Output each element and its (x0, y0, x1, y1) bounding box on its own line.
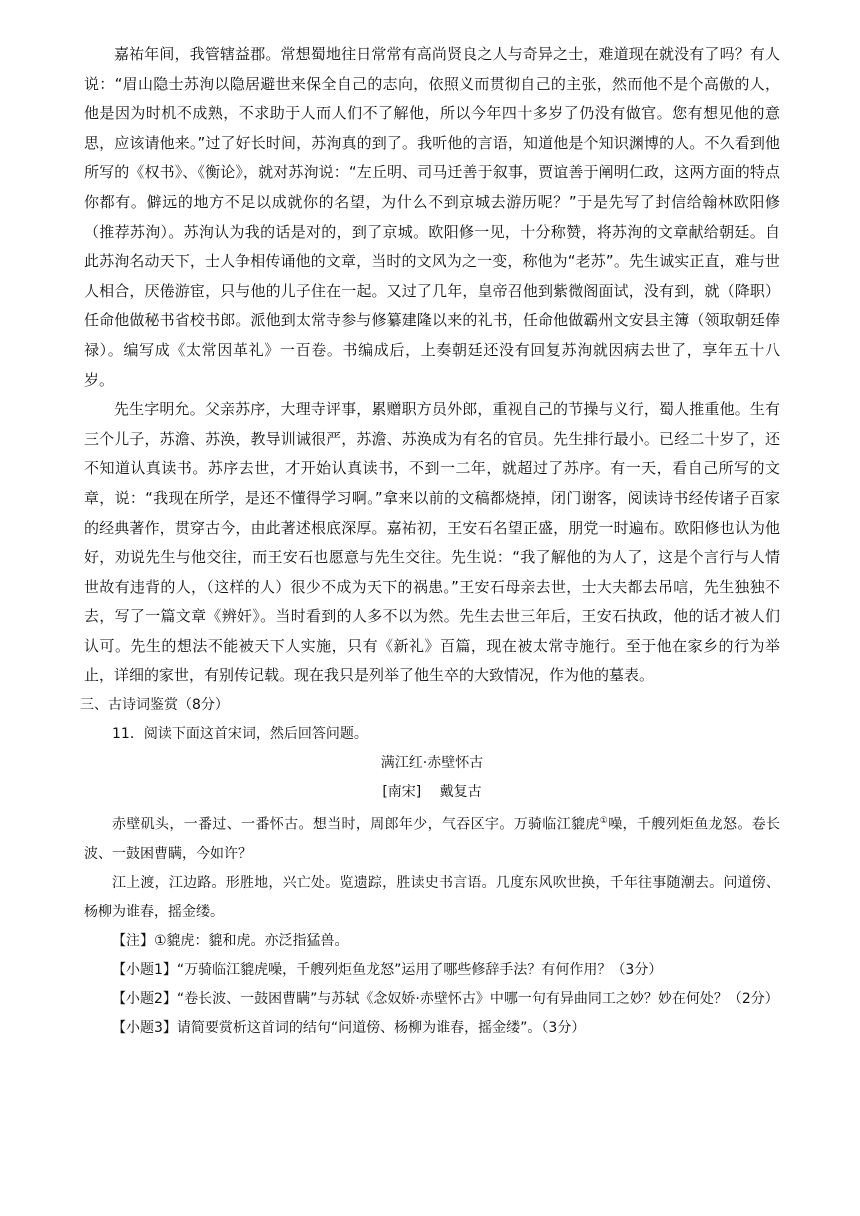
question-11: 11．阅读下面这首宋词，然后回答问题。 (112, 726, 368, 743)
translation-paragraph-2: 先生字明允。父亲苏序，大理寺评事，累赠职方员外郎，重视自己的节操与义行，蜀人推重他。生有三个儿子，苏澹、苏涣，教导训诫很严，苏澹、苏涣成为有名的官员。先生排行最小。已经二十岁了，还不知道认真读书。苏序去世，才开始认真读书，不到一二年，就超过了苏序。有一天，看自己所写的文章，说：“我现在所学，是还不懂得学习啊。”拿来以前的文稿都烧掉，闭门谢客，阅读诗书经传诸子百家的经典著作，贯穿古今，由此著述根底深厚。嘉祐初，王安石名望正盛，朋党一时遍布。欧阳修也认为他好，劝说先生与他交往，而王安石也愿意与先生交往。先生说：“我了解他的为人了，这是个言行与人情世故有违背的人，（这样的人）很少不成为天下的祸患。”王安石母亲去世，士大夫都去吊唁，先生独独不去，写了一篇文章《辨奸》。当时看到的人多不以为然。先生去世三年后，王安石执政，他的话才被人们认可。先生的想法不能被天下人实施，只有《新礼》百篇，现在被太常寺施行。至于他在家乡的行为举止，详细的家世，有别传记载。现在我只是列举了他生卒的大致情况，作为他的墓表。 (84, 400, 780, 685)
document-page (80, 40, 781, 1043)
footnote: 【注】①貔虎：貔和虎。亦泛指猛兽。 (112, 932, 349, 949)
footnote-marker: ① (599, 816, 609, 827)
section-heading: 三、古诗词鉴赏（8分） (80, 697, 229, 714)
poem-author: [南宋] 戴复古 (382, 784, 482, 801)
translation-paragraph-1: 嘉祐年间，我管辖益郡。常想蜀地往日常常有高尚贤良之人与奇异之士，难道现在就没有了吗？有人说：“眉山隐士苏洵以隐居避世来保全自己的志向，依照义而贯彻自己的主张，然而他不是个高傲的人，他是因为时机不成熟，不求助于人而人们不了解他，所以今年四十多岁了仍没有做官。您有想见他的意思，应该请他来。”过了好长时间，苏洵真的到了。我听他的言语，知道他是个知识渊博的人。不久看到他所写的《权书》、《衡论》，就对苏洵说：“左丘明、司马迁善于叙事，贾谊善于阐明仁政，这两方面的特点你都有。僻远的地方不足以成就你的名望，为什么不到京城去游历呢？”于是先写了封信给翰林欧阳修（推荐苏洵）。苏洵认为我的话是对的，到了京城。欧阳修一见，十分称赞，将苏洵的文章献给朝廷。自此苏洵名动天下，士人争相传诵他的文章，当时的文风为之一变，称他为“老苏”。先生诚实正直，难与世人相合，厌倦游宦，只与他的儿子住在一起。又过了几年，皇帝召他到紫微阁面试，没有到，就（降职）任命他做秘书省校书郎。派他到太常寺参与修纂建隆以来的礼书，任命他做霸州文安县主簿（领取朝廷俸禄）。编写成《太常因革礼》一百卷。书编成后，上奏朝廷还没有回复苏洵就因病去世了，享年五十八岁。 (84, 45, 780, 389)
poem-title: 满江红·赤壁怀古 (380, 755, 484, 772)
poem-stanza-1-part-a: 赤壁矶头，一番过、一番怀古。想当时，周郎年少，气吞区宇。万骑临江貔虎 (112, 816, 600, 833)
sub-question-3: 【小题3】请简要赏析这首词的结句“问道傍、杨柳为谁春，摇金缕”。（3分） (112, 1019, 586, 1036)
poem-stanza-2: 江上渡，江边路。形胜地，兴亡处。览遗踪，胜读史书言语。几度东风吹世换，千年往事随潮去。问道傍、杨柳为谁春，摇金缕。 (84, 874, 780, 920)
sub-question-2: 【小题2】“卷长波、一鼓困曹瞒”与苏轼《念奴娇·赤壁怀古》中哪一句有异曲同工之妙？妙在何处？（2分） (112, 990, 779, 1007)
sub-question-1: 【小题1】“万骑临江貔虎噪，千艘列炬鱼龙怒”运用了哪些修辞手法？有何作用？（3分） (112, 961, 663, 978)
poem-stanza-1-part-b: 噪，千艘列炬鱼龙怒。卷长波、一鼓困曹瞒，今如许？ (84, 816, 781, 862)
poem-stanza-1 (84, 807, 780, 869)
